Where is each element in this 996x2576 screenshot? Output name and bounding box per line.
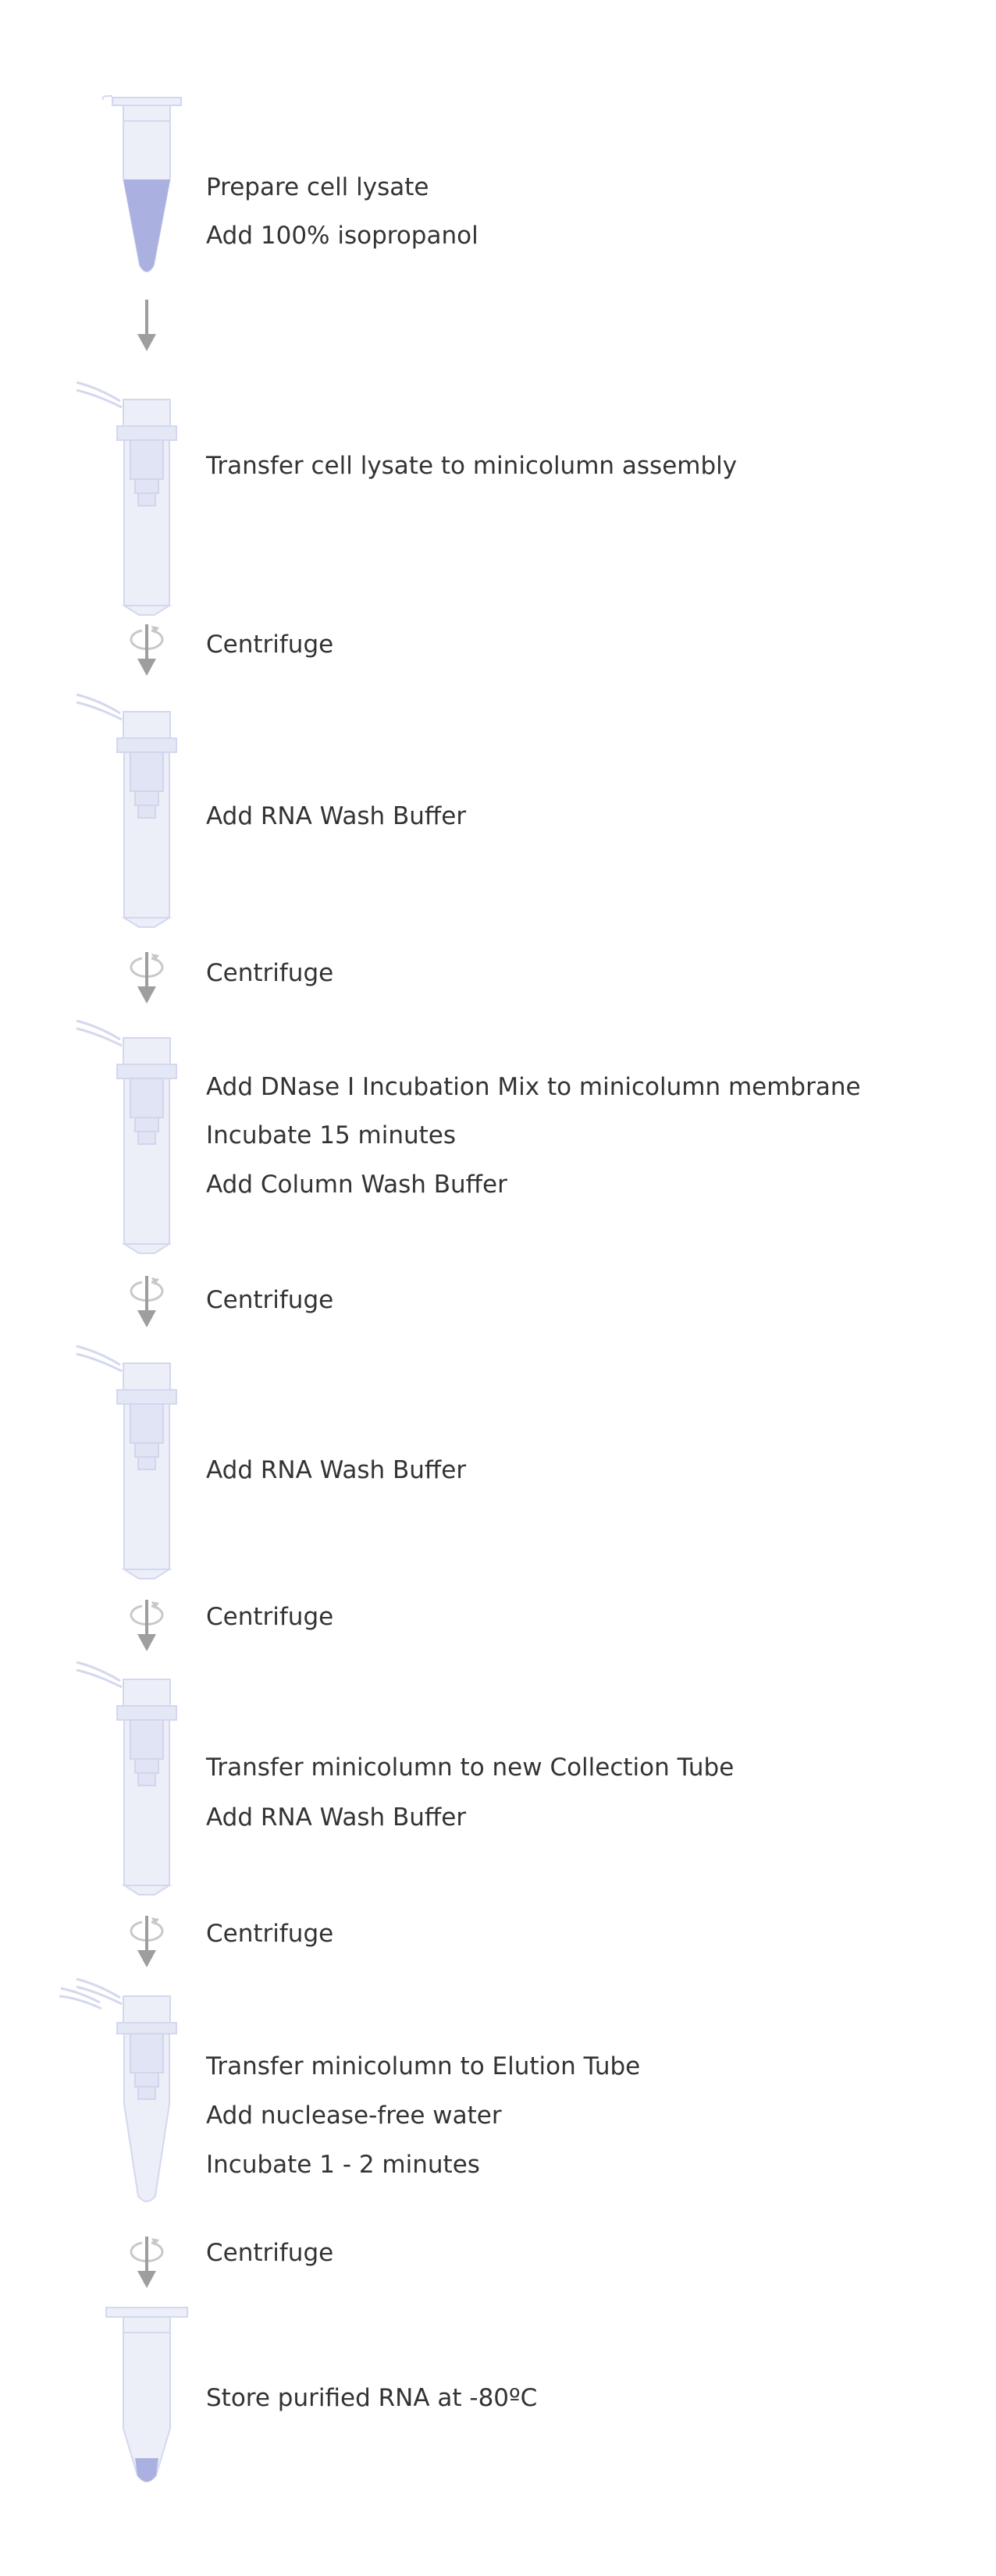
step-8-line-1: Store purified RNA at -80ºC bbox=[206, 2384, 538, 2412]
minicolumn-assembly-icon bbox=[76, 1346, 176, 1579]
centrifuge-arrow-icon bbox=[131, 1276, 162, 1327]
step-2-line-1: Transfer cell lysate to minicolumn assembly bbox=[206, 452, 738, 480]
minicolumn-assembly-icon bbox=[76, 1662, 176, 1895]
minicolumn-assembly-icon bbox=[76, 382, 176, 615]
step-3-line-1: Add RNA Wash Buffer bbox=[206, 802, 467, 830]
step-1-line-2: Add 100% isopropanol bbox=[206, 222, 478, 250]
step-4-line-2: Incubate 15 minutes bbox=[206, 1121, 457, 1149]
step-7-line-1: Transfer minicolumn to Elution Tube bbox=[206, 2052, 641, 2080]
centrifuge-label-5: Centrifuge bbox=[206, 1920, 334, 1948]
down-arrow-icon bbox=[137, 300, 156, 351]
tube-purified-rna-icon bbox=[106, 2308, 187, 2482]
centrifuge-arrow-icon bbox=[131, 1916, 162, 1967]
step-4-line-3: Add Column Wash Buffer bbox=[206, 1171, 507, 1199]
centrifuge-arrow-icon bbox=[131, 952, 162, 1004]
centrifuge-label-3: Centrifuge bbox=[206, 1286, 334, 1314]
step-6-line-1: Transfer minicolumn to new Collection Tube bbox=[206, 1753, 735, 1782]
microcentrifuge-tube-lysate-icon bbox=[103, 96, 181, 272]
step-4-line-1: Add DNase I Incubation Mix to minicolumn membrane bbox=[206, 1073, 861, 1101]
step-7-line-3: Incubate 1 - 2 minutes bbox=[206, 2151, 480, 2179]
minicolumn-elution-tube-icon bbox=[59, 1979, 176, 2201]
step-6-line-2: Add RNA Wash Buffer bbox=[206, 1803, 467, 1832]
minicolumn-assembly-icon bbox=[76, 695, 176, 927]
step-5-line-1: Add RNA Wash Buffer bbox=[206, 1456, 467, 1484]
centrifuge-label-2: Centrifuge bbox=[206, 959, 334, 987]
minicolumn-assembly-icon bbox=[76, 1021, 176, 1253]
centrifuge-label-6: Centrifuge bbox=[206, 2239, 334, 2267]
centrifuge-arrow-icon bbox=[131, 2237, 162, 2288]
centrifuge-label-4: Centrifuge bbox=[206, 1603, 334, 1631]
step-1-line-1: Prepare cell lysate bbox=[206, 173, 429, 201]
centrifuge-arrow-icon bbox=[131, 624, 162, 676]
centrifuge-label-1: Centrifuge bbox=[206, 631, 334, 659]
centrifuge-arrow-icon bbox=[131, 1600, 162, 1651]
step-7-line-2: Add nuclease-free water bbox=[206, 2102, 502, 2130]
